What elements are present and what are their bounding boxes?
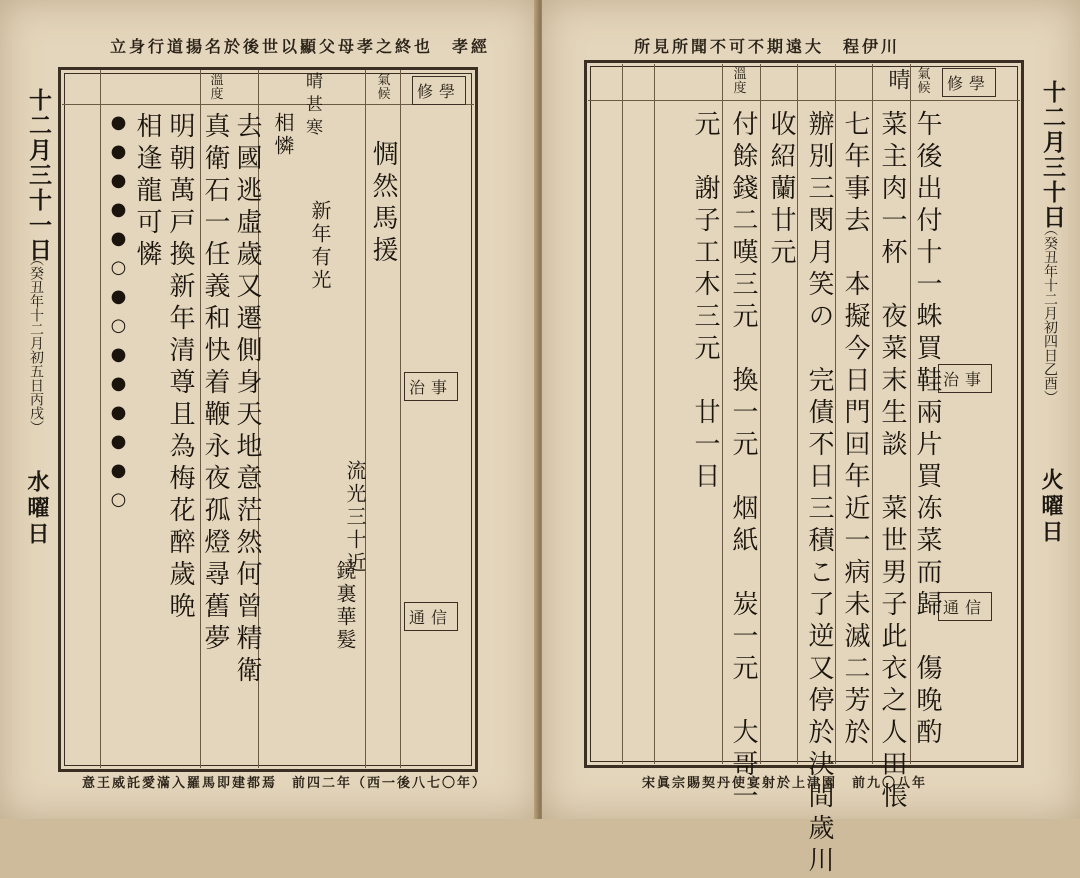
left-label-study: 修學: [412, 76, 466, 105]
right-hand-col-7: 元 謝子工木三元 廿一日: [690, 110, 720, 494]
left-label-correspondence: 通信: [404, 602, 458, 631]
right-hand-col-4: 辦別三閔月笑の 完債不日三積こ了逆又停於決間歲川: [804, 110, 834, 878]
right-hand-col-2: 菜主肉一杯 夜菜末生談 菜世男子此衣之人田悵: [877, 110, 907, 814]
right-label-correspondence: 通信: [938, 592, 992, 621]
left-label-weather: 氣候: [377, 73, 391, 102]
right-label-weather: 氣候: [917, 67, 931, 96]
right-date: 十二月三十日: [1039, 80, 1066, 230]
right-page-header: 所見所聞不可不期遠大 程伊川: [634, 37, 901, 56]
right-hand-col-5: 收紹蘭廿元: [766, 110, 796, 270]
left-date: 十二月三十一日: [25, 88, 52, 263]
left-page-footer: 意王威託愛滿入羅馬即建都焉 前四二年（西一後八七〇年）: [82, 776, 488, 791]
left-page-header: 立身行道揚名於後世以顯父母孝之終也 孝經: [110, 37, 491, 56]
right-weather-text: 晴: [885, 68, 910, 90]
left-label-temperature: 溫度: [210, 73, 224, 102]
right-label-temperature: 溫度: [733, 67, 747, 96]
left-hand-col-5: 相憐: [271, 112, 295, 158]
left-dot-markers: ●●●●●○●○●●●●●○: [108, 112, 129, 518]
left-hand-col-8: 流光三十近: [343, 460, 367, 575]
left-weekday: 水曜日: [24, 470, 50, 548]
left-hand-col-1: 相逢龍可憐: [132, 112, 162, 272]
right-page: [542, 0, 1080, 878]
left-hand-col-6: 新年有光: [308, 200, 332, 292]
left-hand-col-3: 真衛石一任義和快着鞭永夜孤燈尋舊夢: [200, 112, 230, 656]
right-weekday: 火曜日: [1038, 468, 1064, 546]
right-subdate: （癸丑年十二月初四日乙酉）: [1042, 222, 1058, 404]
left-hand-col-2: 明朝萬戸換新年清尊且為梅花醉歲晩: [165, 112, 195, 624]
right-label-governance: 治事: [938, 364, 992, 393]
left-hand-col-7: 惆然馬援: [368, 140, 398, 268]
right-label-study: 修學: [942, 68, 996, 97]
right-page-footer: 宋眞宗賜契丹使宴射於上津園 前九〇八年: [642, 776, 928, 791]
right-hand-col-3: 七年事去 本擬今日門回年近一病未滅二芳於: [840, 110, 870, 750]
left-weather-text: 晴甚寒: [302, 72, 322, 141]
left-page: [0, 0, 538, 819]
right-hand-col-1: 午後出付十一蛛買鞋兩片買冻菜而歸 傷晚酌: [912, 110, 942, 750]
left-hand-col-9: 鏡裏華髮: [333, 560, 357, 652]
left-subdate: （癸丑年十二月初五日丙戌）: [28, 252, 44, 434]
left-hand-col-4: 去國逃虛歲又遷側身天地意茫然何曾精衛: [232, 112, 262, 688]
right-hand-col-6: 付餘錢二嘆三元 換一元 烟紙 炭一元 大哥一: [728, 110, 758, 814]
left-label-governance: 治事: [404, 372, 458, 401]
